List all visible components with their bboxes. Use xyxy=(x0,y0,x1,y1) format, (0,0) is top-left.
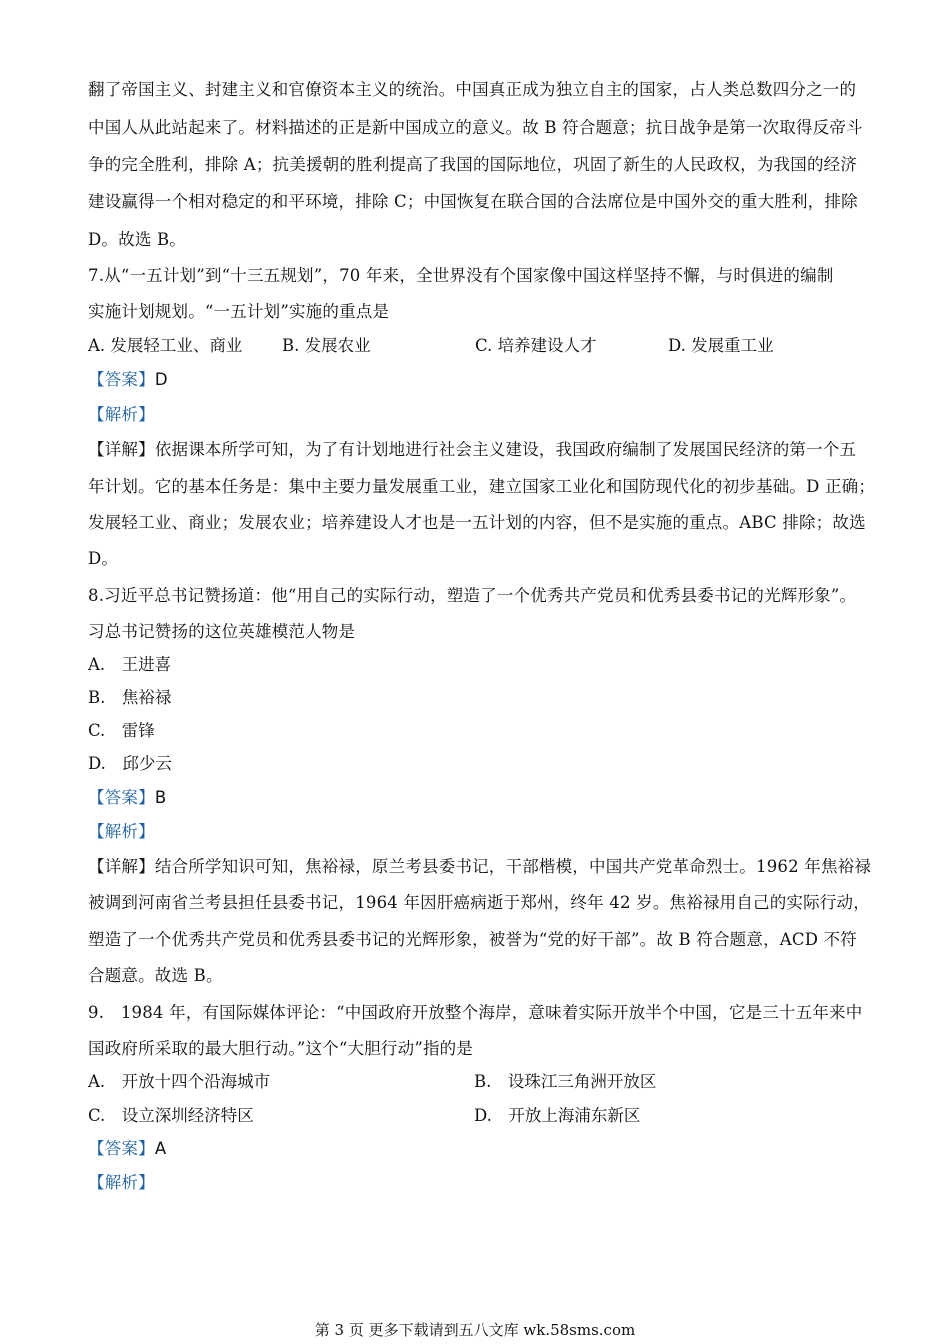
q7-analysis-tag: 【解析】 xyxy=(88,405,155,424)
answer-value: A xyxy=(154,1139,167,1158)
q7-option-c: C. 培养建设人才 xyxy=(475,336,597,355)
detail-text: 结合所学知识可知，焦裕禄，原兰考县委书记，干部楷模，中国共产党革命烈士。1962 年焦裕禄 xyxy=(154,857,872,876)
q9-option-c: C. 设立深圳经济特区 xyxy=(88,1106,254,1125)
q8-stem-line: 8.习近平总书记赞扬道：他“用自己的实际行动，塑造了一个优秀共产党员和优秀县委书记的光辉形象”。 xyxy=(88,586,857,605)
detail-text: 依据课本所学可知，为了有计划地进行社会主义建设，我国政府编制了发展国民经济的第一个五 xyxy=(154,440,857,459)
answer-tag: 【答案】 xyxy=(88,1139,155,1158)
q7-detail-line: 年计划。它的基本任务是：集中主要力量发展重工业，建立国家工业化和国防现代化的初步基础。D 正确； xyxy=(88,477,876,496)
q9-stem-line: 9. 1984 年，有国际媒体评论：“中国政府开放整个海岸，意味着实际开放半个中国，它是三十五年来中 xyxy=(88,1003,863,1022)
q9-stem-line: 国政府所采取的最大胆行动。”这个“大胆行动”指的是 xyxy=(88,1039,474,1058)
prev-explanation-line: 建设赢得一个相对稳定的和平环境，排除 C；中国恢复在联合国的合法席位是中国外交的重大胜利，排除 xyxy=(88,192,858,211)
q7-detail-line: 发展轻工业、商业；发展农业；培养建设人才也是一五计划的内容，但不是实施的重点。ABC 排除；故选 xyxy=(88,513,866,532)
q8-detail-line xyxy=(88,855,871,879)
q8-answer xyxy=(88,786,166,810)
q9-answer xyxy=(88,1137,166,1161)
q7-option-a: A. 发展轻工业、商业 xyxy=(88,336,243,355)
answer-value: D xyxy=(154,370,168,389)
prev-explanation-line: 中国人从此站起来了。材料描述的正是新中国成立的意义。故 B 符合题意；抗日战争是第一次取得反帝斗 xyxy=(88,118,863,137)
q8-detail-line: 合题意。故选 B。 xyxy=(88,966,223,985)
q8-option-b: B. 焦裕禄 xyxy=(88,688,172,707)
q8-detail-line: 塑造了一个优秀共产党员和优秀县委书记的光辉形象，被誉为“党的好干部”。故 B 符合题意，ACD 不符 xyxy=(88,930,857,949)
q7-answer xyxy=(88,368,168,392)
q7-stem-line: 7.从“一五计划”到“十三五规划”，70 年来，全世界没有个国家像中国这样坚持不懈，与时俱进的编制 xyxy=(88,266,834,285)
q8-analysis-tag: 【解析】 xyxy=(88,822,155,841)
answer-tag: 【答案】 xyxy=(88,370,155,389)
q7-detail-line xyxy=(88,438,856,462)
q9-option-d: D. 开放上海浦东新区 xyxy=(474,1106,641,1125)
prev-explanation-line: D。故选 B。 xyxy=(88,230,186,249)
q9-option-b: B. 设珠江三角洲开放区 xyxy=(474,1072,657,1091)
q7-option-b: B. 发展农业 xyxy=(282,336,371,355)
q8-detail-line: 被调到河南省兰考县担任县委书记，1964 年因肝癌病逝于郑州，终年 42 岁。焦裕禄用自己的实际行动， xyxy=(88,893,870,912)
q9-analysis-tag: 【解析】 xyxy=(88,1173,155,1192)
q8-option-a: A. 王进喜 xyxy=(88,655,172,674)
q9-option-a: A. 开放十四个沿海城市 xyxy=(88,1072,271,1091)
q7-stem-line: 实施计划规划。“一五计划”实施的重点是 xyxy=(88,302,390,321)
q8-option-c: C. 雷锋 xyxy=(88,721,155,740)
page-footer: 第 3 页 更多下载请到五八文库 wk.58sms.com xyxy=(314,1321,636,1339)
answer-value: B xyxy=(154,788,167,807)
detail-tag: 【详解】 xyxy=(88,440,155,459)
q7-option-d: D. 发展重工业 xyxy=(668,336,774,355)
q8-stem-line: 习总书记赞扬的这位英雄模范人物是 xyxy=(88,622,356,641)
prev-explanation-line: 争的完全胜利，排除 A；抗美援朝的胜利提高了我国的国际地位，巩固了新生的人民政权，为我国的经济 xyxy=(88,155,858,174)
detail-tag: 【详解】 xyxy=(88,857,155,876)
q7-detail-line: D。 xyxy=(88,549,119,568)
answer-tag: 【答案】 xyxy=(88,788,155,807)
prev-explanation-line: 翻了帝国主义、封建主义和官僚资本主义的统治。中国真正成为独立自主的国家，占人类总数四分之一的 xyxy=(88,80,857,99)
q8-option-d: D. 邱少云 xyxy=(88,754,172,773)
